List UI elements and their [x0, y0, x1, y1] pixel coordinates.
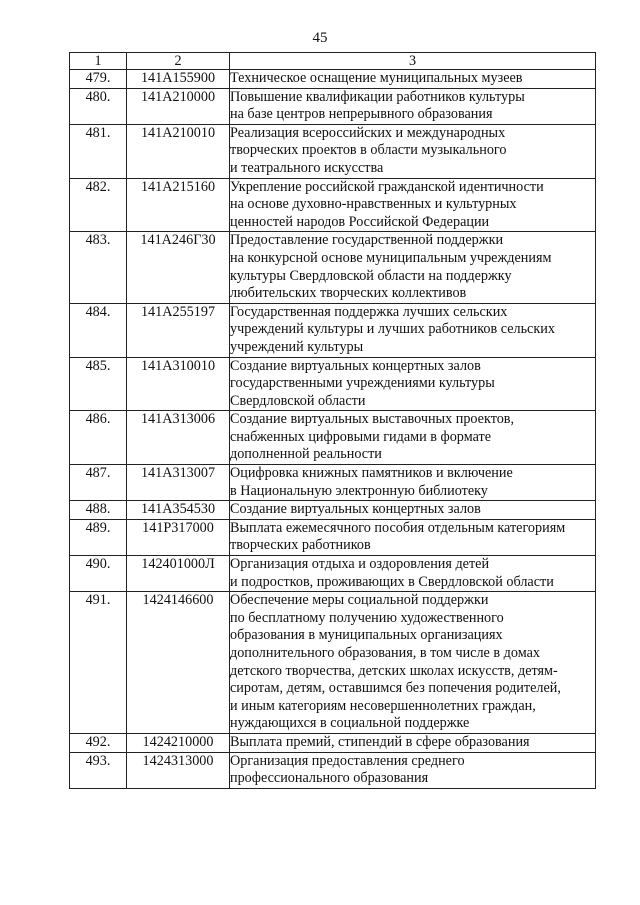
row-number: 491.: [70, 592, 127, 734]
row-number: 489.: [70, 519, 127, 555]
row-description: Укрепление российской гражданской идентичности на основе духовно-нравственных и культурных ценностей народов Российской Федерации: [230, 178, 596, 232]
row-description: Реализация всероссийских и международных творческих проектов в области музыкального и театрального искусства: [230, 124, 596, 178]
table-row: [70, 592, 596, 734]
row-code: 141A313006: [127, 411, 230, 465]
row-description: Обеспечение меры социальной поддержки по бесплатному получению художественного образования в муниципальных организациях дополнительного образования, в том числе в домах детского творчества, детских школах искусств, детям- сиротам, детям, оставшимся без попечения родителей, и иным категориям несовершеннолетних граждан, нуждающихся в социальной поддержке: [230, 592, 596, 734]
table-row: [70, 357, 596, 411]
row-number: 483.: [70, 232, 127, 303]
row-code: 1424146600: [127, 592, 230, 734]
column-header-description: 3: [230, 53, 596, 70]
table-row: [70, 232, 596, 303]
row-description: Выплата ежемесячного пособия отдельным категориям творческих работников: [230, 519, 596, 555]
row-description: Техническое оснащение муниципальных музеев: [230, 70, 596, 89]
table-body: [70, 70, 596, 789]
row-code: 1424210000: [127, 733, 230, 752]
table-row: [70, 752, 596, 788]
row-description: Оцифровка книжных памятников и включение в Национальную электронную библиотеку: [230, 465, 596, 501]
row-number: 488.: [70, 501, 127, 520]
column-header-code: 2: [127, 53, 230, 70]
row-description: Предоставление государственной поддержки на конкурсной основе муниципальным учреждениям культуры Свердловской области на поддержку любительских творческих коллективов: [230, 232, 596, 303]
row-description: Организация предоставления среднего профессионального образования: [230, 752, 596, 788]
row-code: 1424313000: [127, 752, 230, 788]
table-row: [70, 519, 596, 555]
row-code: 141A255197: [127, 303, 230, 357]
table-header-row: [70, 53, 596, 70]
table-row: [70, 465, 596, 501]
row-code: 141A246Г30: [127, 232, 230, 303]
table-row: [70, 411, 596, 465]
table-row: [70, 501, 596, 520]
column-header-number: 1: [70, 53, 127, 70]
row-code: 141A210010: [127, 124, 230, 178]
row-code: 141A354530: [127, 501, 230, 520]
table-row: [70, 124, 596, 178]
row-code: 141P317000: [127, 519, 230, 555]
table-row: [70, 178, 596, 232]
table-row: [70, 556, 596, 592]
row-description: Государственная поддержка лучших сельских учреждений культуры и лучших работников сельских учреждений культуры: [230, 303, 596, 357]
table-row: [70, 88, 596, 124]
row-number: 492.: [70, 733, 127, 752]
row-description: Повышение квалификации работников культуры на базе центров непрерывного образования: [230, 88, 596, 124]
row-code: 141A313007: [127, 465, 230, 501]
row-description: Создание виртуальных концертных залов: [230, 501, 596, 520]
row-code: 141A310010: [127, 357, 230, 411]
row-description: Выплата премий, стипендий в сфере образования: [230, 733, 596, 752]
row-description: Создание виртуальных концертных залов государственными учреждениями культуры Свердловской области: [230, 357, 596, 411]
row-number: 482.: [70, 178, 127, 232]
table-row: [70, 70, 596, 89]
row-number: 493.: [70, 752, 127, 788]
row-code: 141A215160: [127, 178, 230, 232]
page-number: 45: [312, 30, 328, 46]
row-code: 141A210000: [127, 88, 230, 124]
row-code: 142401000Л: [127, 556, 230, 592]
row-number: 480.: [70, 88, 127, 124]
row-number: 486.: [70, 411, 127, 465]
budget-codes-table: [69, 52, 596, 789]
row-number: 481.: [70, 124, 127, 178]
row-number: 485.: [70, 357, 127, 411]
row-number: 490.: [70, 556, 127, 592]
row-number: 487.: [70, 465, 127, 501]
table-row: [70, 733, 596, 752]
table-row: [70, 303, 596, 357]
row-description: Организация отдыха и оздоровления детей и подростков, проживающих в Свердловской области: [230, 556, 596, 592]
row-code: 141A155900: [127, 70, 230, 89]
row-number: 479.: [70, 70, 127, 89]
row-description: Создание виртуальных выставочных проектов, снабженных цифровыми гидами в формате дополненной реальности: [230, 411, 596, 465]
row-number: 484.: [70, 303, 127, 357]
